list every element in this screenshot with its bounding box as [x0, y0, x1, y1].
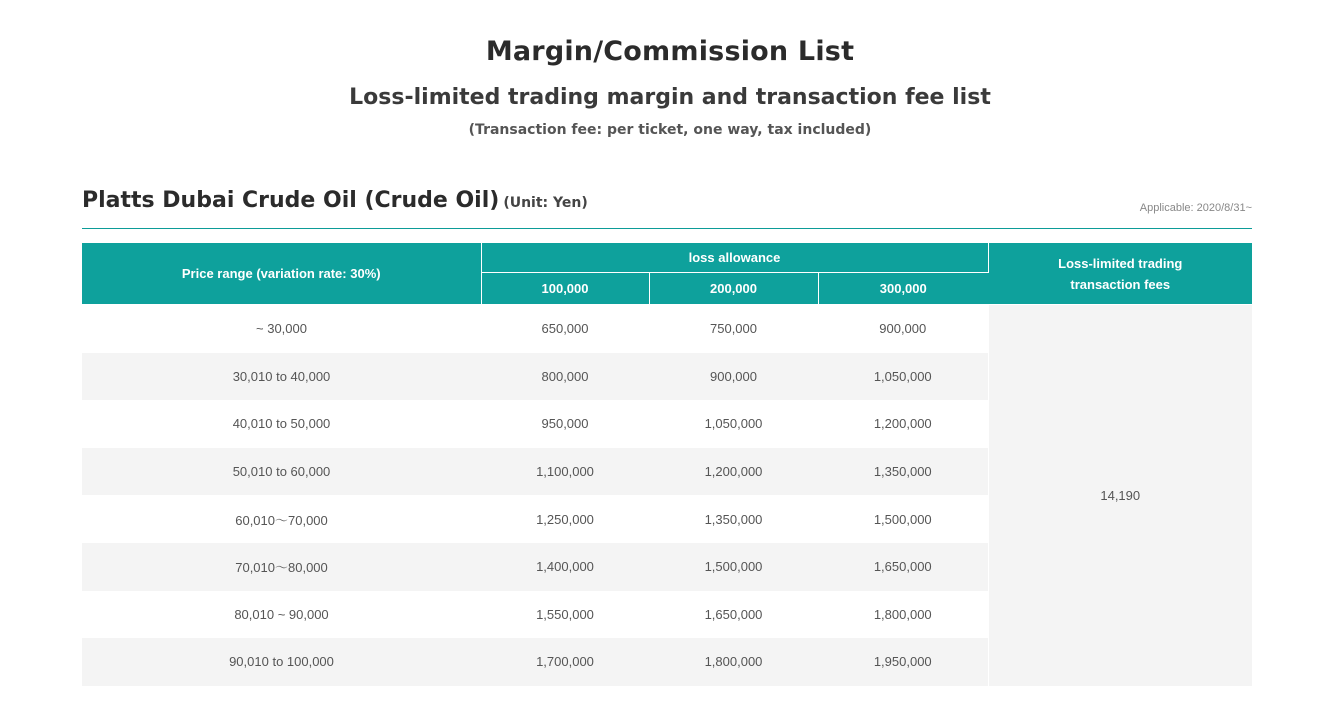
header-fees-line2: transaction fees	[1070, 276, 1171, 292]
margin-cell: 1,650,000	[818, 543, 988, 591]
page-title: Margin/Commission List	[485, 36, 855, 67]
price-range-cell: ~ 30,000	[82, 305, 481, 353]
price-range-cell: 60,010〜70,000	[82, 495, 481, 543]
margin-cell: 1,400,000	[481, 543, 649, 591]
margin-cell: 1,550,000	[481, 591, 649, 639]
margin-cell: 1,500,000	[649, 543, 818, 591]
margin-cell: 1,200,000	[818, 400, 988, 448]
margin-cell: 1,050,000	[649, 400, 818, 448]
margin-cell: 900,000	[818, 305, 988, 353]
price-range-cell: 70,010〜80,000	[82, 543, 481, 591]
margin-cell: 750,000	[649, 305, 818, 353]
price-range-cell: 50,010 to 60,000	[82, 448, 481, 496]
header-loss-allowance: loss allowance	[481, 243, 988, 273]
section-title	[82, 188, 588, 213]
unit-label: (Unit: Yen)	[503, 195, 588, 211]
margin-cell: 1,050,000	[818, 353, 988, 401]
price-range-cell: 80,010 ~ 90,000	[82, 591, 481, 639]
margin-cell: 1,700,000	[481, 638, 649, 686]
price-range-cell: 40,010 to 50,000	[82, 400, 481, 448]
transaction-fee-cell: 14,190	[988, 305, 1252, 686]
header-allowance-300000: 300,000	[818, 273, 988, 305]
price-range-cell: 90,010 to 100,000	[82, 638, 481, 686]
fee-note: (Transaction fee: per ticket, one way, tax included)	[468, 122, 872, 138]
header-allowance-100000: 100,000	[481, 273, 649, 305]
margin-cell: 1,200,000	[649, 448, 818, 496]
margin-cell: 900,000	[649, 353, 818, 401]
margin-cell: 650,000	[481, 305, 649, 353]
product-name: Platts Dubai Crude Oil (Crude Oil)	[82, 188, 500, 213]
margin-cell: 1,800,000	[649, 638, 818, 686]
margin-cell: 1,500,000	[818, 495, 988, 543]
section-header	[82, 188, 1252, 229]
header-fees-line1: Loss-limited trading	[1058, 255, 1183, 271]
applicable-date: Applicable: 2020/8/31~	[1139, 202, 1252, 214]
margin-cell: 1,650,000	[649, 591, 818, 639]
margin-cell: 950,000	[481, 400, 649, 448]
margin-cell: 1,100,000	[481, 448, 649, 496]
margin-cell: 1,350,000	[649, 495, 818, 543]
margin-cell: 800,000	[481, 353, 649, 401]
header-transaction-fees	[988, 243, 1252, 305]
margin-cell: 1,250,000	[481, 495, 649, 543]
margin-cell: 1,350,000	[818, 448, 988, 496]
margin-cell: 1,950,000	[818, 638, 988, 686]
header-allowance-200000: 200,000	[649, 273, 818, 305]
page-subtitle: Loss-limited trading margin and transaction fee list	[349, 85, 991, 110]
price-range-cell: 30,010 to 40,000	[82, 353, 481, 401]
header-price-range: Price range (variation rate: 30%)	[82, 243, 481, 305]
margin-cell: 1,800,000	[818, 591, 988, 639]
table-row	[82, 305, 1252, 353]
margin-table	[82, 243, 1252, 686]
